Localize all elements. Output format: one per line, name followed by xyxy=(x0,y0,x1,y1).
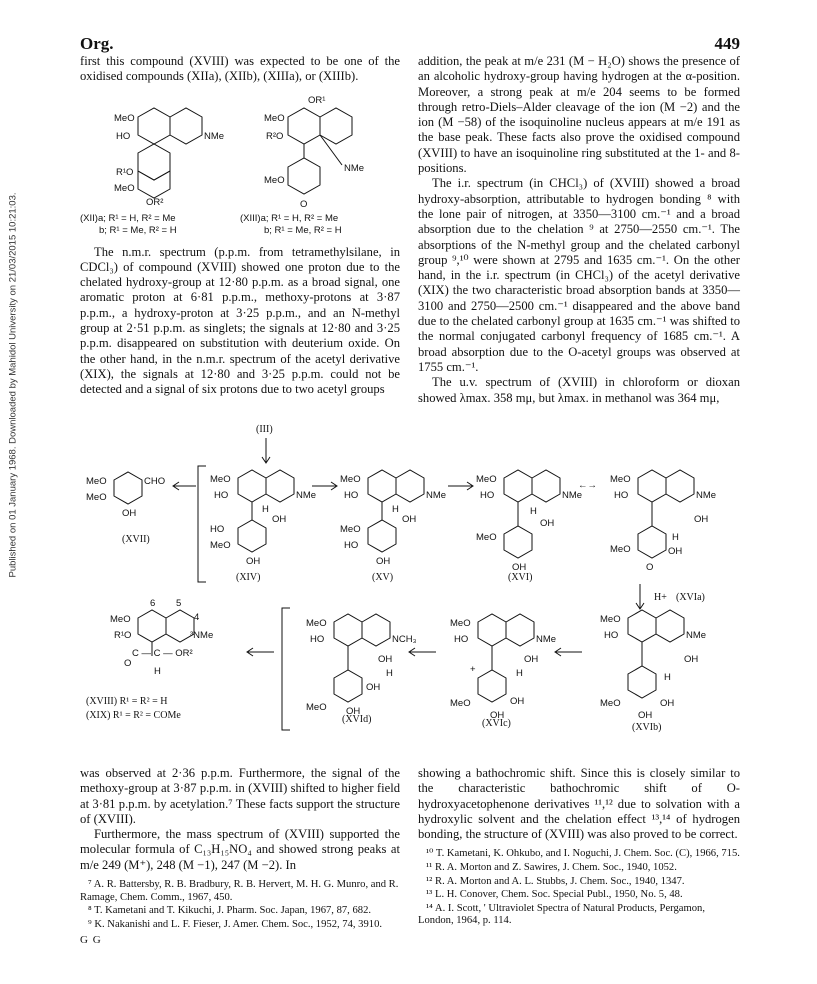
label-xiv: (XIV) xyxy=(236,572,261,583)
svg-text:OH: OH xyxy=(660,698,675,709)
structure-figure-xii-xiii xyxy=(80,85,400,245)
svg-text:H: H xyxy=(262,504,269,515)
svg-text:MeO: MeO xyxy=(476,532,497,543)
svg-text:OR¹: OR¹ xyxy=(308,94,326,106)
structure-xv xyxy=(340,470,446,567)
svg-text:H: H xyxy=(154,666,161,677)
svg-text:NMe: NMe xyxy=(296,490,317,501)
svg-text:HO: HO xyxy=(344,490,359,501)
svg-text:MeO: MeO xyxy=(264,174,285,186)
svg-text:O: O xyxy=(300,198,308,210)
svg-text:MeO: MeO xyxy=(110,614,131,625)
paragraph: The u.v. spectrum of (XVIII) in chloroform or dioxan showed λmax. 358 mμ, but λmax. in methanol was 364 mμ, xyxy=(418,375,740,405)
svg-text:OH: OH xyxy=(524,654,539,665)
svg-text:MeO: MeO xyxy=(86,492,107,503)
footnote: ¹⁰ T. Kametani, K. Ohkubo, and I. Noguchi, J. Chem. Soc. (C), 1966, 715. xyxy=(426,848,740,860)
svg-text:O: O xyxy=(124,658,132,669)
structure-xiv xyxy=(210,470,316,567)
svg-text:HO: HO xyxy=(310,634,325,645)
svg-text:R¹O: R¹O xyxy=(116,166,134,178)
caption-xiii-line1: (XIII)a; R¹ = H, R² = Me xyxy=(240,212,339,224)
reaction-scheme xyxy=(80,422,740,762)
footnote: ⁸ T. Kametani and T. Kikuchi, J. Pharm. Soc. Japan, 1967, 87, 682. xyxy=(88,905,372,917)
label-iii: (III) xyxy=(256,424,273,435)
paragraph: showing a bathochromic shift. Since this is closely similar to the characteristic bathochromic shift of O-hydroxyacetophenone derivatives ¹¹,¹² due to solvation with a hydroxylic solvent and the chelation effect ¹³,¹⁴ of hydrogen bonding, the structure of (XVIII) was also proved to be correct. xyxy=(418,766,740,842)
svg-text:MeO: MeO xyxy=(306,702,327,713)
caption-xii-line2: b; R¹ = Me, R² = H xyxy=(99,224,177,236)
paragraph: was observed at 2·36 p.p.m. Furthermore, the signal of the methoxy-group at 3·87 p.p.m. in (XVIII) shifted to higher field at 3·81 p.p.m. by acetylation.⁷ These facts support the structure of (XVIII). xyxy=(80,766,400,826)
paragraph: The i.r. spectrum (in CHCl₃) of (XVIII) showed a broad hydroxy-absorption, attributable to hydrogen bonding ⁸ with the lone pair of nitrogen, at 3350—3100 cm.⁻¹ and a broad absorption due to the chelation ⁹ at 2750—2550 cm.⁻¹. The absorptions of the N-methyl group and the chelated carbonyl group ⁹,¹⁰ were shown at 2795 and 1635 cm.⁻¹. On the other hand, in the i.r. spectrum (in CHCl₃) of the acetyl derivative (XIX) the two characteristic broad absorption bands at 3350—3100 and 2750—2500 cm.⁻¹ disappeared and the above band due to the chelated carbonyl group at 1635 cm.⁻¹ was shifted to the normal conjugated carbonyl frequency of 1685 cm.⁻¹. A broad absorption due to the O-acetyl groups was observed at 1755 cm.⁻¹. xyxy=(418,176,740,374)
svg-text:OH: OH xyxy=(668,546,683,557)
footnote: ⁹ K. Nakanishi and L. F. Fieser, J. Amer. Chem. Soc., 1952, 74, 3910. xyxy=(88,918,383,930)
label-xvii: (XVII) xyxy=(122,534,150,545)
svg-text:R²O: R²O xyxy=(266,130,284,142)
svg-text:MeO: MeO xyxy=(86,476,107,487)
svg-text:NMe: NMe xyxy=(562,490,583,501)
right-column-top xyxy=(418,54,740,406)
svg-text:5: 5 xyxy=(176,598,182,609)
label-xvic: (XVIc) xyxy=(482,718,511,729)
svg-text:MeO: MeO xyxy=(114,182,135,194)
label-xvid: (XVId) xyxy=(342,714,372,725)
structure-xvib xyxy=(600,610,706,721)
svg-text:OH: OH xyxy=(638,710,653,721)
structure-xvid xyxy=(306,614,417,717)
page-number: 449 xyxy=(714,34,740,53)
svg-text:MeO: MeO xyxy=(610,544,631,555)
svg-text:HO: HO xyxy=(604,630,619,641)
svg-text:OH: OH xyxy=(540,518,555,529)
svg-text:HO: HO xyxy=(210,524,225,535)
journal-header: Org. xyxy=(80,34,114,53)
svg-text:H: H xyxy=(392,504,399,515)
paragraph: The n.m.r. spectrum (p.p.m. from tetramethylsilane, in CDCl₃) of compound (XVIII) showed one proton due to the chelated hydroxy-group at 12·80 p.p.m. as a broad signal, one aromatic proton at 6·81 p.p.m., methoxy-protons at 3·87 p.p.m., a hydroxy-proton at 3·25 p.p.m., and an N-methyl group at 2·51 p.p.m. as singlets; the signals at 12·80 and 3·25 p.p.m. disappeared on substitution with deuterium oxide. On the other hand, in the n.m.r. spectrum of the acetyl derivative (XIX), the signals at 12·80 and 3·25 p.p.m. could not be detected and a signal of six protons due to two acetyl groups xyxy=(80,244,400,397)
label-xix: (XIX) R¹ = R² = COMe xyxy=(86,710,181,721)
left-column-bottom xyxy=(80,766,400,949)
svg-text:OH: OH xyxy=(510,696,525,707)
caption-xiii-line2: b; R¹ = Me, R² = H xyxy=(264,224,342,236)
svg-text:OH: OH xyxy=(366,682,381,693)
footnote: ¹³ L. H. Conover, Chem. Soc. Special Publ., 1950, No. 5, 48. xyxy=(426,889,683,901)
svg-text:HO: HO xyxy=(116,130,131,142)
svg-text:NMe: NMe xyxy=(696,490,717,501)
svg-text:NCH₃: NCH₃ xyxy=(392,634,417,645)
svg-text:OH: OH xyxy=(272,514,287,525)
svg-text:MeO: MeO xyxy=(476,474,497,485)
svg-text:OH: OH xyxy=(122,508,137,519)
svg-text:MeO: MeO xyxy=(450,618,471,629)
svg-text:R¹O: R¹O xyxy=(114,630,132,641)
svg-text:NMe: NMe xyxy=(204,130,225,142)
svg-text:MeO: MeO xyxy=(210,540,231,551)
structure-xvia xyxy=(610,470,716,573)
svg-text:HO: HO xyxy=(454,634,469,645)
structures-xii-xiii xyxy=(80,85,400,245)
footnotes-right xyxy=(418,848,740,928)
svg-text:HO: HO xyxy=(614,490,629,501)
svg-text:H: H xyxy=(516,668,523,679)
structure-xvi xyxy=(476,470,582,573)
right-column-bottom xyxy=(418,766,740,928)
svg-text:H: H xyxy=(530,506,537,517)
label-xv: (XV) xyxy=(372,572,394,583)
download-notice xyxy=(6,150,20,620)
footnote: ¹⁴ A. I. Scott, ' Ultraviolet Spectra of Natural Products, Pergamon, London, 1964, p. 114. xyxy=(418,902,705,927)
footnote: ¹² R. A. Morton and A. L. Stubbs, J. Chem. Soc., 1940, 1347. xyxy=(426,875,685,887)
footnotes-left xyxy=(80,879,400,931)
svg-text:MeO: MeO xyxy=(450,698,471,709)
structure-xviii xyxy=(110,598,213,677)
structure-xvic xyxy=(450,614,556,721)
svg-text:MeO: MeO xyxy=(600,614,621,625)
svg-text:OH: OH xyxy=(402,514,417,525)
svg-text:OH: OH xyxy=(512,562,527,573)
svg-text:H: H xyxy=(672,532,679,543)
signature-mark: G G xyxy=(80,934,102,947)
svg-text:6: 6 xyxy=(150,598,156,609)
left-column-top xyxy=(80,54,400,398)
svg-text:H: H xyxy=(386,668,393,679)
label-xvi: (XVI) xyxy=(508,572,533,583)
svg-text:4: 4 xyxy=(194,612,200,623)
svg-text:C — C — OR²: C — C — OR² xyxy=(132,648,193,659)
caption-xii-line1: (XII)a; R¹ = H, R² = Me xyxy=(80,212,176,224)
svg-text:OR²: OR² xyxy=(146,196,164,208)
svg-text:³NMe: ³NMe xyxy=(190,630,214,641)
reaction-scheme-drawing xyxy=(80,422,740,762)
svg-text:MeO: MeO xyxy=(600,698,621,709)
label-xvib: (XVIb) xyxy=(632,722,662,733)
svg-text:OH: OH xyxy=(694,514,709,525)
svg-text:HO: HO xyxy=(480,490,495,501)
label-xviii: (XVIII) R¹ = R² = H xyxy=(86,696,168,707)
svg-text:MeO: MeO xyxy=(114,112,135,124)
footnote: ⁷ A. R. Battersby, R. B. Bradbury, R. B. Hervert, M. H. G. Munro, and R. Ramage, Chem. Comm., 1967, 450. xyxy=(80,879,399,903)
svg-text:OH: OH xyxy=(684,654,699,665)
svg-text:NMe: NMe xyxy=(426,490,447,501)
svg-text:OH: OH xyxy=(376,556,391,567)
svg-text:OH: OH xyxy=(246,556,261,567)
svg-text:MeO: MeO xyxy=(264,112,285,124)
svg-text:O: O xyxy=(646,562,654,573)
svg-text:MeO: MeO xyxy=(610,474,631,485)
paragraph: addition, the peak at m/e 231 (M − H₂O) shows the presence of an alcoholic hydroxy-group having hydrogen at the α-position. Moreover, a strong peak at m/e 204 seems to be formed through retro-Diels–Alder cleavage of the ion (M −2) and the ion (M −58) of the isoquinoline nucleus appears at m/e 191 as the base peak. These facts also prove the oxidised compound (XVIII) to have an isoquinoline ring substituted at the 1- and 8-positions. xyxy=(418,54,740,176)
svg-text:HO: HO xyxy=(344,540,359,551)
svg-text:MeO: MeO xyxy=(306,618,327,629)
label-xvia: (XVIa) xyxy=(676,592,705,603)
svg-text:HO: HO xyxy=(214,490,229,501)
svg-text:MeO: MeO xyxy=(210,474,231,485)
download-notice-text: Published on 01 January 1968. Downloaded by Mahidol University on 21/03/2015 10:21:03. xyxy=(7,192,19,578)
label-hplus: H+ xyxy=(654,592,667,603)
svg-text:OH: OH xyxy=(378,654,393,665)
svg-text:NMe: NMe xyxy=(536,634,557,645)
footnote: ¹¹ R. A. Morton and Z. Sawires, J. Chem. Soc., 1940, 1052. xyxy=(426,862,677,874)
svg-text:OH: OH xyxy=(346,706,361,717)
svg-text:NMe: NMe xyxy=(686,630,707,641)
paragraph: Furthermore, the mass spectrum of (XVIII) supported the molecular formula of C₁₃H₁₅NO₄ and showed strong peaks at m/e 249 (M⁺), 248 (M −1), 247 (M −2). In xyxy=(80,827,400,872)
svg-text:NMe: NMe xyxy=(344,162,365,174)
svg-text:OH: OH xyxy=(490,710,505,721)
paragraph: first this compound (XVIII) was expected to be one of the oxidised compounds (XIIa), (XIIb), (XIIIa), or (XIIIb). xyxy=(80,54,400,84)
svg-text:MeO: MeO xyxy=(340,474,361,485)
svg-text:CHO: CHO xyxy=(144,476,166,487)
svg-text:+: + xyxy=(470,664,476,675)
svg-text:H: H xyxy=(664,672,671,683)
svg-text:MeO: MeO xyxy=(340,524,361,535)
structure-xvii xyxy=(86,472,165,519)
svg-text:←→: ←→ xyxy=(578,480,597,491)
